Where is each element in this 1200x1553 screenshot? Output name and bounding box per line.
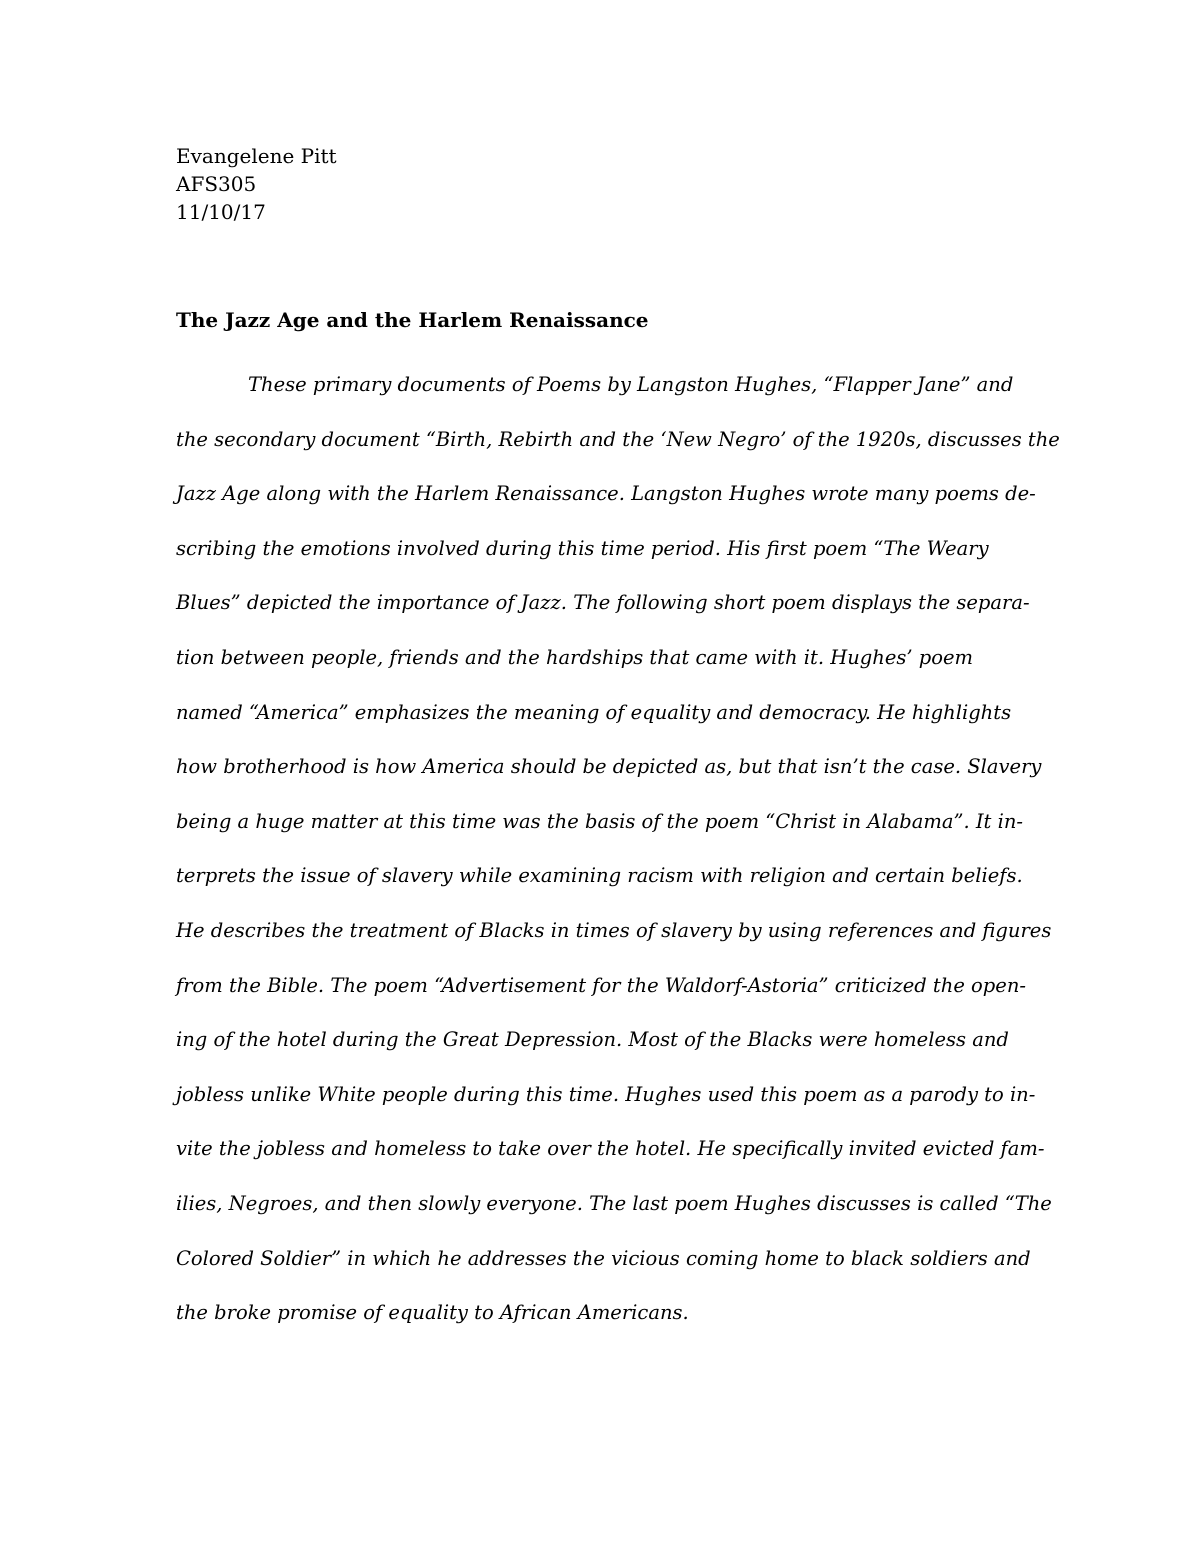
body-line: ing of the hotel during the Great Depression. Most of the Blacks were homeless and — [176, 1028, 1009, 1052]
body-line: from the Bible. The poem “Advertisement for the Waldorf-Astoria” criticized the open- — [176, 973, 1026, 997]
document-date: 11/10/17 — [176, 200, 266, 224]
body-line: jobless unlike White people during this time. Hughes used this poem as a parody to in- — [176, 1082, 1036, 1106]
body-line: ilies, Negroes, and then slowly everyone. The last poem Hughes discusses is called “The — [176, 1191, 1052, 1215]
body-line: terprets the issue of slavery while examining racism with religion and certain beliefs. — [176, 864, 1023, 888]
body-line: Jazz Age along with the Harlem Renaissance. Langston Hughes wrote many poems de- — [176, 482, 1036, 506]
body-line: the secondary document “Birth, Rebirth and the ‘New Negro’ of the 1920s, discusses the — [176, 427, 1060, 451]
body-line: tion between people, friends and the hardships that came with it. Hughes’ poem — [176, 645, 974, 669]
author-name: Evangelene Pitt — [176, 144, 337, 168]
body-line: He describes the treatment of Blacks in times of slavery by using references and figures — [176, 918, 1052, 942]
body-line: the broke promise of equality to African Americans. — [176, 1301, 689, 1325]
body-line: being a huge matter at this time was the basis of the poem “Christ in Alabama”. It in- — [176, 809, 1023, 833]
body-line: vite the jobless and homeless to take over the hotel. He specifically invited evicted fam- — [176, 1137, 1045, 1161]
document-title: The Jazz Age and the Harlem Renaissance — [176, 308, 649, 332]
body-line: Colored Soldier” in which he addresses the vicious coming home to black soldiers and — [176, 1246, 1031, 1270]
header-block — [176, 142, 337, 226]
body-line: how brotherhood is how America should be depicted as, but that isn’t the case. Slavery — [176, 755, 1042, 779]
body-line: scribing the emotions involved during this time period. His first poem “The Weary — [176, 536, 989, 560]
body-line: Blues” depicted the importance of Jazz. The following short poem displays the separa- — [176, 591, 1030, 615]
body-line: These primary documents of Poems by Langston Hughes, “Flapper Jane” and — [248, 373, 1014, 396]
body-line: named “America” emphasizes the meaning of equality and democracy. He highlights — [176, 700, 1012, 724]
course-code: AFS305 — [176, 172, 257, 196]
body-paragraph — [176, 358, 1060, 1341]
